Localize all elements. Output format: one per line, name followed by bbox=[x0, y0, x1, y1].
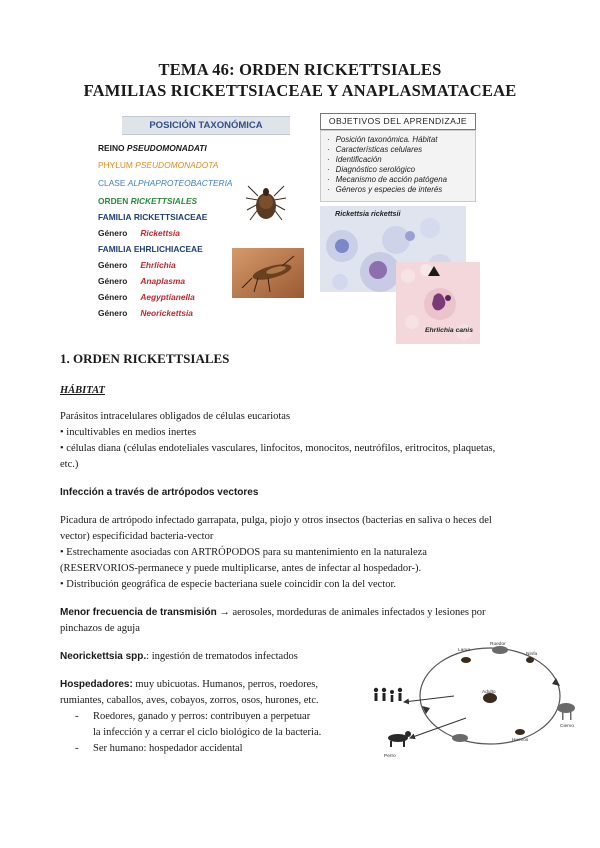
tick-photo bbox=[244, 176, 288, 228]
para1-line1: Parásitos intracelulares obligados de células eucariotas bbox=[60, 411, 291, 422]
taxo-orden-name: RICKETTSIALES bbox=[130, 196, 198, 206]
taxo-genero-1-label: Género bbox=[98, 228, 128, 238]
objectives-panel bbox=[320, 110, 476, 202]
para1-line4: etc.) bbox=[60, 459, 79, 470]
neo-rest: : ingestión de trematodos infectados bbox=[146, 651, 298, 662]
dash-symbol: - bbox=[75, 711, 79, 722]
taxo-genero-4 bbox=[98, 292, 195, 302]
dash2-line1: Ser humano: hospedador accidental bbox=[93, 743, 243, 754]
taxo-clase bbox=[98, 178, 233, 188]
dash1-line1: Roedores, ganado y perros: contribuyen a perpetuar bbox=[93, 711, 311, 722]
taxo-reino-rank: REINO bbox=[98, 143, 125, 153]
cycle-label: Huevos bbox=[512, 738, 529, 743]
objective-item: · Diagnóstico serológico bbox=[327, 165, 416, 174]
hosp-rest: muy ubicuotas. Humanos, perros, roedores, bbox=[132, 679, 318, 690]
objective-item: · Identificación bbox=[327, 155, 382, 164]
cycle-label: Ninfa bbox=[526, 652, 538, 657]
cycle-label: Adulto bbox=[482, 690, 496, 695]
taxo-reino bbox=[98, 143, 207, 153]
rickettsia-label: Rickettsia rickettsii bbox=[335, 209, 401, 218]
para2-line4: (RESERVORIOS-permanece y puede multiplicarse, antes de infectar al hospedador-). bbox=[60, 563, 422, 574]
taxo-genero-2-label: Género bbox=[98, 260, 128, 270]
neo-bold: Neorickettsia spp. bbox=[60, 651, 147, 662]
taxo-genero-1-name: Rickettsia bbox=[140, 228, 180, 238]
taxo-genero-5 bbox=[98, 308, 193, 318]
cycle-label: Perro bbox=[384, 754, 396, 759]
taxo-genero-3 bbox=[98, 276, 185, 286]
title-line-2: FAMILIAS RICKETTSIACEAE Y ANAPLASMATACEAE bbox=[83, 81, 517, 100]
cycle-label: Larva bbox=[458, 648, 470, 653]
transmission-cycle-diagram bbox=[370, 638, 600, 768]
objective-item: · Mecanismo de acción patógena bbox=[327, 175, 448, 184]
taxo-familia-2 bbox=[98, 244, 203, 254]
taxo-familia-1-rank: FAMILIA bbox=[98, 212, 132, 222]
menor-rest: → aerosoles, mordeduras de animales infectados y lesiones por bbox=[216, 607, 486, 618]
cycle-label: Roedor bbox=[490, 642, 506, 647]
arthropod-photo bbox=[232, 248, 304, 298]
objective-item: · Características celulares bbox=[327, 145, 423, 154]
para1-line2: • incultivables en medios inertes bbox=[60, 427, 197, 438]
taxo-familia-2-name: EHRLICHIACEAE bbox=[133, 244, 203, 254]
taxo-genero-3-label: Género bbox=[98, 276, 128, 286]
objectives-heading: OBJETIVOS DEL APRENDIZAJE bbox=[320, 113, 476, 130]
taxo-clase-name: ALPHAPROTEOBACTERIA bbox=[127, 178, 233, 188]
taxo-reino-name: PSEUDOMONADATI bbox=[126, 143, 207, 153]
cycle-label: Ciervo bbox=[560, 724, 574, 729]
taxo-phylum-rank: PHYLUM bbox=[98, 160, 133, 170]
taxo-phylum-name: PSEUDOMONADOTA bbox=[135, 160, 219, 170]
taxo-genero-3-name: Anaplasma bbox=[140, 276, 186, 286]
section-heading: 1. ORDEN RICKETTSIALES bbox=[60, 351, 230, 366]
hosp-line2: rumiantes, caballos, aves, cobayos, zorros, osos, hurones, etc. bbox=[60, 695, 319, 706]
taxo-familia-1-name: RICKETTSIACEAE bbox=[133, 212, 208, 222]
taxo-clase-rank: CLASE bbox=[98, 178, 126, 188]
title-line-1: TEMA 46: ORDEN RICKETTSIALES bbox=[158, 60, 442, 79]
hosp-line1 bbox=[60, 677, 360, 693]
para2-line3: • Estrechamente asociadas con ARTRÓPODOS para su mantenimiento en la naturaleza bbox=[60, 547, 427, 558]
taxo-genero-5-name: Neorickettsia bbox=[140, 308, 193, 318]
taxo-familia-1 bbox=[98, 212, 207, 222]
dash-item-1 bbox=[75, 709, 311, 725]
habitat-heading: HÁBITAT bbox=[60, 385, 105, 396]
taxo-genero-4-label: Género bbox=[98, 292, 128, 302]
taxo-genero-4-name: Aegyptianella bbox=[140, 292, 195, 302]
para2-line2: vector) especificidad bacteria-vector bbox=[60, 531, 214, 542]
dash1-line2: la infección y a cerrar el ciclo biológico de la bacteria. bbox=[93, 727, 322, 738]
objective-item: · Posición taxonómica. Hábitat bbox=[327, 135, 438, 144]
taxonomy-heading: POSICIÓN TAXONÓMICA bbox=[122, 116, 290, 135]
para2-line1: Picadura de artrópodo infectado garrapata, pulga, piojo y otros insectos (bacterias en saliva o heces del bbox=[60, 515, 492, 526]
hosp-bold: Hospedadores: bbox=[60, 679, 133, 690]
menor-line1 bbox=[60, 605, 550, 621]
taxo-orden bbox=[98, 196, 197, 206]
taxo-orden-rank: ORDEN bbox=[98, 196, 129, 206]
objective-item: · Géneros y especies de interés bbox=[327, 185, 443, 194]
menor-line2: pinchazos de aguja bbox=[60, 623, 140, 634]
dash-symbol: - bbox=[75, 743, 79, 754]
taxo-genero-5-label: Género bbox=[98, 308, 128, 318]
dash-item-2 bbox=[75, 741, 243, 757]
taxo-phylum bbox=[98, 160, 218, 170]
para1-line3: • células diana (células endoteliales vasculares, linfocitos, monocitos, neutrófilos, eritrocitos, plaquetas, bbox=[60, 443, 496, 454]
infeccion-heading: Infección a través de artrópodos vectores bbox=[60, 487, 259, 498]
menor-bold: Menor frecuencia de transmisión bbox=[60, 607, 217, 618]
taxo-familia-2-rank: FAMILIA bbox=[98, 244, 132, 254]
objectives-list bbox=[320, 130, 476, 202]
taxo-genero-2-name: Ehrlichia bbox=[140, 260, 176, 270]
taxo-genero-1 bbox=[98, 228, 180, 238]
para2-line5: • Distribución geográfica de especie bacteriana suele coincidir con la del vector. bbox=[60, 579, 397, 590]
ehrlichia-label: Ehrlichia canis bbox=[425, 327, 473, 334]
taxo-genero-2 bbox=[98, 260, 176, 270]
